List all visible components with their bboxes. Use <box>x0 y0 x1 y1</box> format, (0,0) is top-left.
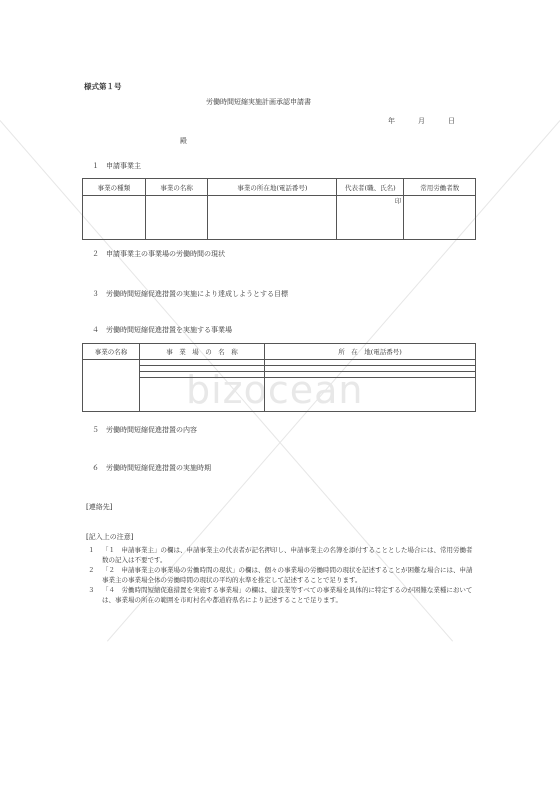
form-number: 様式第１号 <box>84 82 122 91</box>
contact-label: [連絡先] <box>86 503 113 511</box>
notes-list <box>88 545 478 605</box>
note-item <box>88 565 478 585</box>
seal-mark: 印 <box>394 197 402 205</box>
note-number: ３ <box>88 586 95 594</box>
section1-title: １ 申請事業主 <box>92 162 141 170</box>
date-year: 年 <box>388 117 395 125</box>
note-text: 「１ 申請事業主」の欄は、申請事業主の代表者が記名押印し、申請事業主の名簿を添付することとした場合には、常用労働者数の記入は不要です。 <box>102 546 473 564</box>
applicant-table <box>82 178 476 240</box>
workplace-table <box>82 343 476 412</box>
cell-representative[interactable] <box>337 196 404 240</box>
date-day: 日 <box>448 117 455 125</box>
cell-business-type[interactable] <box>83 196 146 240</box>
cell-workplace-business-name[interactable] <box>83 360 140 412</box>
header-business-address: 事業の所在地(電話番号) <box>208 179 337 196</box>
section2-title: ２ 申請事業主の事業場の労働時間の現状 <box>92 250 225 258</box>
header-workplace-name: 事 業 場 の 名 称 <box>140 344 265 360</box>
header-employee-count: 常用労働者数 <box>404 179 476 196</box>
notes-title: [記入上の注意] <box>86 533 134 541</box>
cell-business-address[interactable] <box>208 196 337 240</box>
document-title: 労働時間短縮実施計画承認申請書 <box>206 98 311 106</box>
note-number: １ <box>88 546 95 554</box>
section6-title: ６ 労働時間短縮促進措置の実施時期 <box>92 464 211 472</box>
cell-workplace-address[interactable] <box>265 378 476 412</box>
addressee-suffix: 殿 <box>180 137 187 145</box>
cell-employee-count[interactable] <box>404 196 476 240</box>
section5-title: ５ 労働時間短縮促進措置の内容 <box>92 426 197 434</box>
header-business-name: 事業の名称 <box>145 179 208 196</box>
watermark-text: bizocean <box>186 368 364 412</box>
note-number: ２ <box>88 566 95 574</box>
section4-title: ４ 労働時間短縮促進措置を実施する事業場 <box>92 326 232 334</box>
cell-business-name[interactable] <box>145 196 208 240</box>
section3-title: ３ 労働時間短縮促進措置の実施により達成しようとする目標 <box>92 290 288 298</box>
note-item <box>88 545 478 565</box>
note-item <box>88 585 478 605</box>
header-representative: 代表者(職、氏名) <box>337 179 404 196</box>
date-month: 月 <box>418 117 425 125</box>
note-text: 「４ 労働時間短縮促進措置を実施する事業場」の欄は、建設業等すべての事業場を具体的に特定するのが困難な業種においては、事業場の所在の範囲を市町村名や都道府県名により記述することで足ります。 <box>102 586 473 604</box>
note-text: 「２ 申請事業主の事業場の労働時間の現状」の欄は、個々の事業場の労働時間の現状を記述することが困難な場合には、申請事業主の事業場全体の労働時間の現状の平均的水準を推定して記述することで足ります。 <box>102 566 473 584</box>
header-workplace-business-name: 事業の名称 <box>83 344 140 360</box>
header-workplace-address: 所 在 地(電話番号) <box>265 344 476 360</box>
header-business-type: 事業の種類 <box>83 179 146 196</box>
cell-workplace-name[interactable] <box>140 378 265 412</box>
